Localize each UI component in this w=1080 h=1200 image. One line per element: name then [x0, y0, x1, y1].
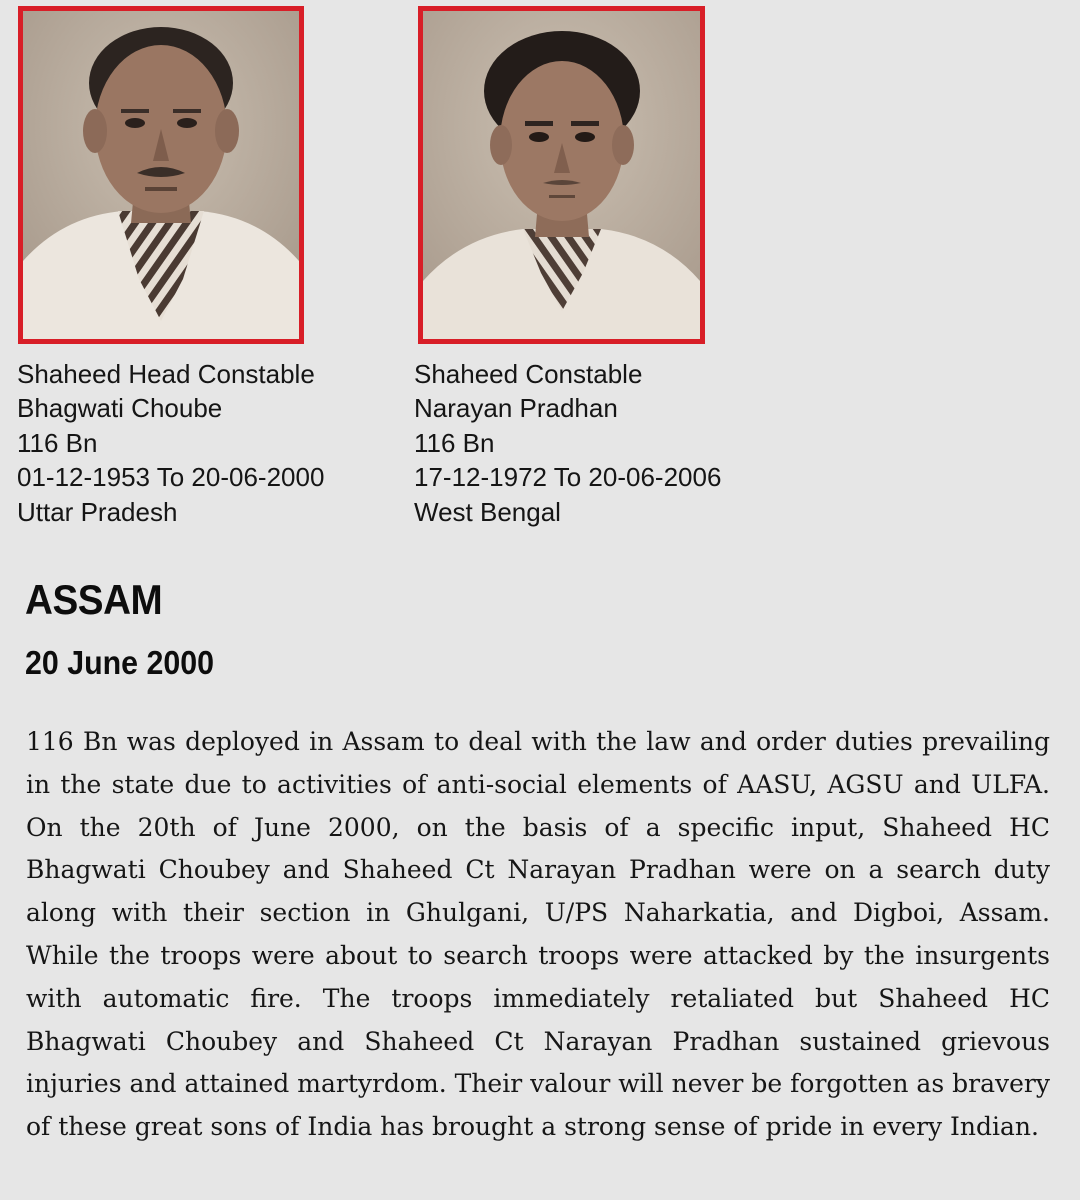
profile-rank: Shaheed Head Constable: [17, 359, 315, 389]
narrative-paragraph: 116 Bn was deployed in Assam to deal with the law and order duties prevailing in the state due to activities of anti-social elements of AASU, AGSU and ULFA. On the 20th of June 2000, on the basis of a specific input, Shaheed HC Bhagwati Choubey and Shaheed Ct Narayan Pradhan were on a search duty along with their section in Ghulgani, U/PS Naharkatia, and Digboi, Assam. While the troops were about to search troops were attacked by the insurgents with automatic fire. The troops immediately retaliated but Shaheed HC Bhagwati Choubey and Shaheed Ct Narayan Pradhan sustained grievous injuries and attained martyrdom. Their valour will never be forgotten as bravery of these great sons of India has brought a strong sense of pride in every Indian.: [26, 727, 1050, 1142]
portrait-image: [23, 11, 299, 339]
profile-state: Uttar Pradesh: [17, 496, 178, 527]
portrait-photo-bhagwati-choube: [18, 6, 304, 344]
profile-name: Bhagwati Choube: [17, 393, 223, 424]
portrait-photo-narayan-pradhan: [418, 6, 705, 344]
profile-rank: Shaheed Constable: [414, 359, 643, 389]
portrait-image: [423, 11, 700, 339]
profile-dates: 17-12-1972 To 20-06-2006: [414, 462, 722, 493]
profile-state: West Bengal: [414, 496, 561, 527]
profile-caption-1: [17, 357, 324, 529]
profile-caption-2: [414, 357, 721, 529]
profile-unit: 116 Bn: [414, 427, 495, 458]
section-title: ASSAM: [25, 576, 163, 623]
profile-dates: 01-12-1953 To 20-06-2000: [17, 462, 325, 493]
profile-unit: 116 Bn: [17, 427, 98, 458]
section-date: 20 June 2000: [25, 644, 215, 681]
profile-name: Narayan Pradhan: [414, 393, 618, 424]
